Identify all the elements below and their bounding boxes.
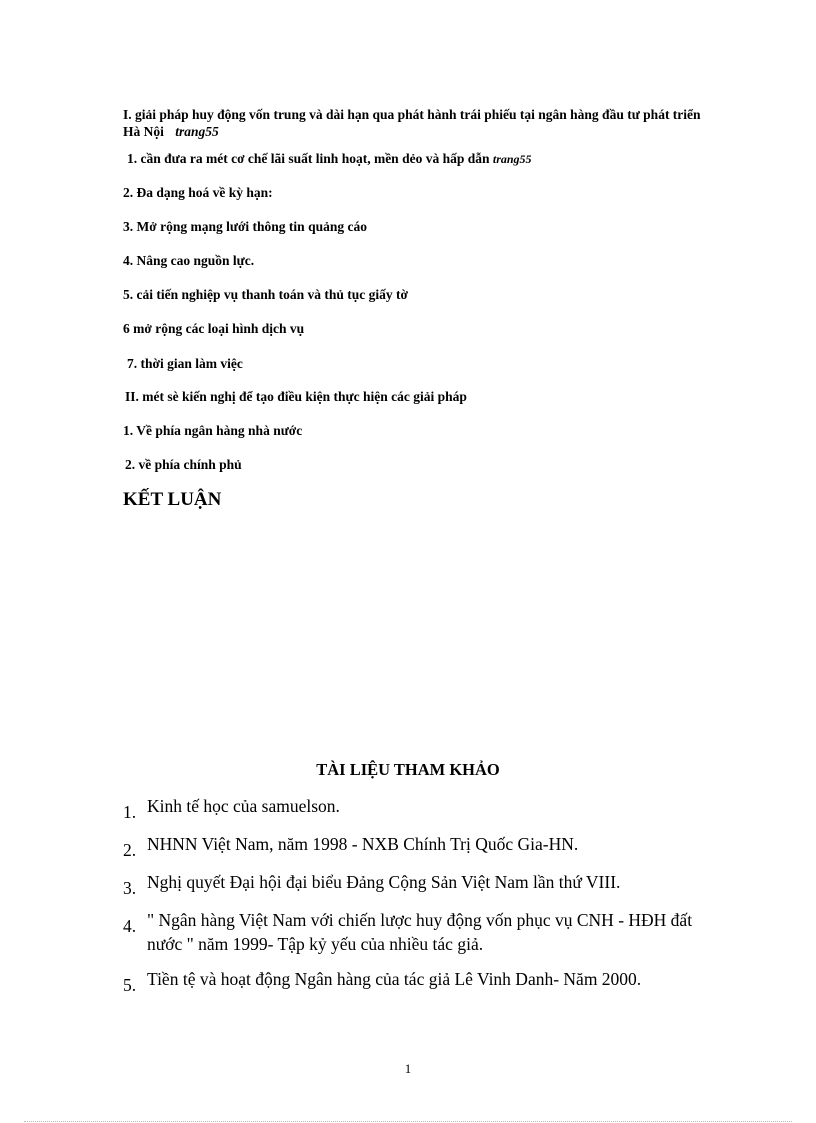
reference-text: Kinh tế học của samuelson. <box>147 796 340 816</box>
reference-number: 5. <box>123 975 137 995</box>
toc-item-2 <box>127 150 532 168</box>
reference-number: 1. <box>123 802 137 822</box>
toc-item-text: 3. Mở rộng mạng lưới thông tin quảng cáo <box>123 219 367 234</box>
toc-page-ref: trang55 <box>492 152 532 166</box>
toc-item-4 <box>123 218 367 235</box>
references-heading: TÀI LIỆU THAM KHẢO <box>316 760 500 779</box>
toc-item-text: 1. Về phía ngân hàng nhà nước <box>123 423 303 438</box>
reference-text: Nghị quyết Đại hội đại biểu Đảng Cộng Sản Việt Nam lần thứ VIII. <box>147 872 621 892</box>
reference-number: 2. <box>123 840 137 860</box>
toc-item-6 <box>123 286 408 303</box>
reference-number: 3. <box>123 878 137 898</box>
toc-page-ref: trang55 <box>175 124 219 139</box>
toc-item-text: 2. về phía chính phủ <box>125 457 242 472</box>
reference-text: Tiền tệ và hoạt động Ngân hàng của tác giả Lê Vinh Danh- Năm 2000. <box>147 969 642 989</box>
toc-item-10 <box>123 422 302 439</box>
reference-text: NHNN Việt Nam, năm 1998 - NXB Chính Trị Quốc Gia-HN. <box>147 834 579 854</box>
toc-item-text: 7. thời gian làm việc <box>127 356 243 371</box>
reference-text: " Ngân hàng Việt Nam với chiến lược huy động vốn phục vụ CNH - HĐH đất nước " năm 1999- Tập kỷ yếu của nhiều tác giả. <box>147 910 693 954</box>
toc-item-text: 1. cần đưa ra mét cơ chế lãi suất linh hoạt, mền dẻo và hấp dẫn <box>127 151 490 166</box>
toc-item-3 <box>123 184 273 201</box>
toc-item-1 <box>123 106 703 140</box>
toc-item-text: 6 mở rộng các loại hình dịch vụ <box>123 321 305 336</box>
toc-item-9 <box>125 388 467 405</box>
toc-item-text: 2. Đa dạng hoá về kỳ hạn: <box>123 185 273 200</box>
reference-number: 4. <box>123 916 137 936</box>
page-number: 1 <box>404 1061 412 1076</box>
toc-item-text: I. giải pháp huy động vốn trung và dài hạn qua phát hành trái phiếu tại ngân hàng đầu tư phát triển Hà Nội <box>123 107 701 139</box>
conclusion-heading: KẾT LUẬN <box>123 489 222 510</box>
toc-item-8 <box>127 355 243 372</box>
toc-item-7 <box>123 320 304 337</box>
toc-item-5 <box>123 252 254 269</box>
page-edge-divider <box>24 1121 792 1122</box>
toc-item-text: II. mét sè kiến nghị để tạo điều kiện thực hiện các giải pháp <box>125 389 467 404</box>
toc-item-text: 4. Nâng cao nguồn lực. <box>123 253 255 268</box>
toc-item-11 <box>125 456 242 473</box>
toc-item-text: 5. cải tiến nghiệp vụ thanh toán và thủ tục giấy tờ <box>123 287 409 302</box>
